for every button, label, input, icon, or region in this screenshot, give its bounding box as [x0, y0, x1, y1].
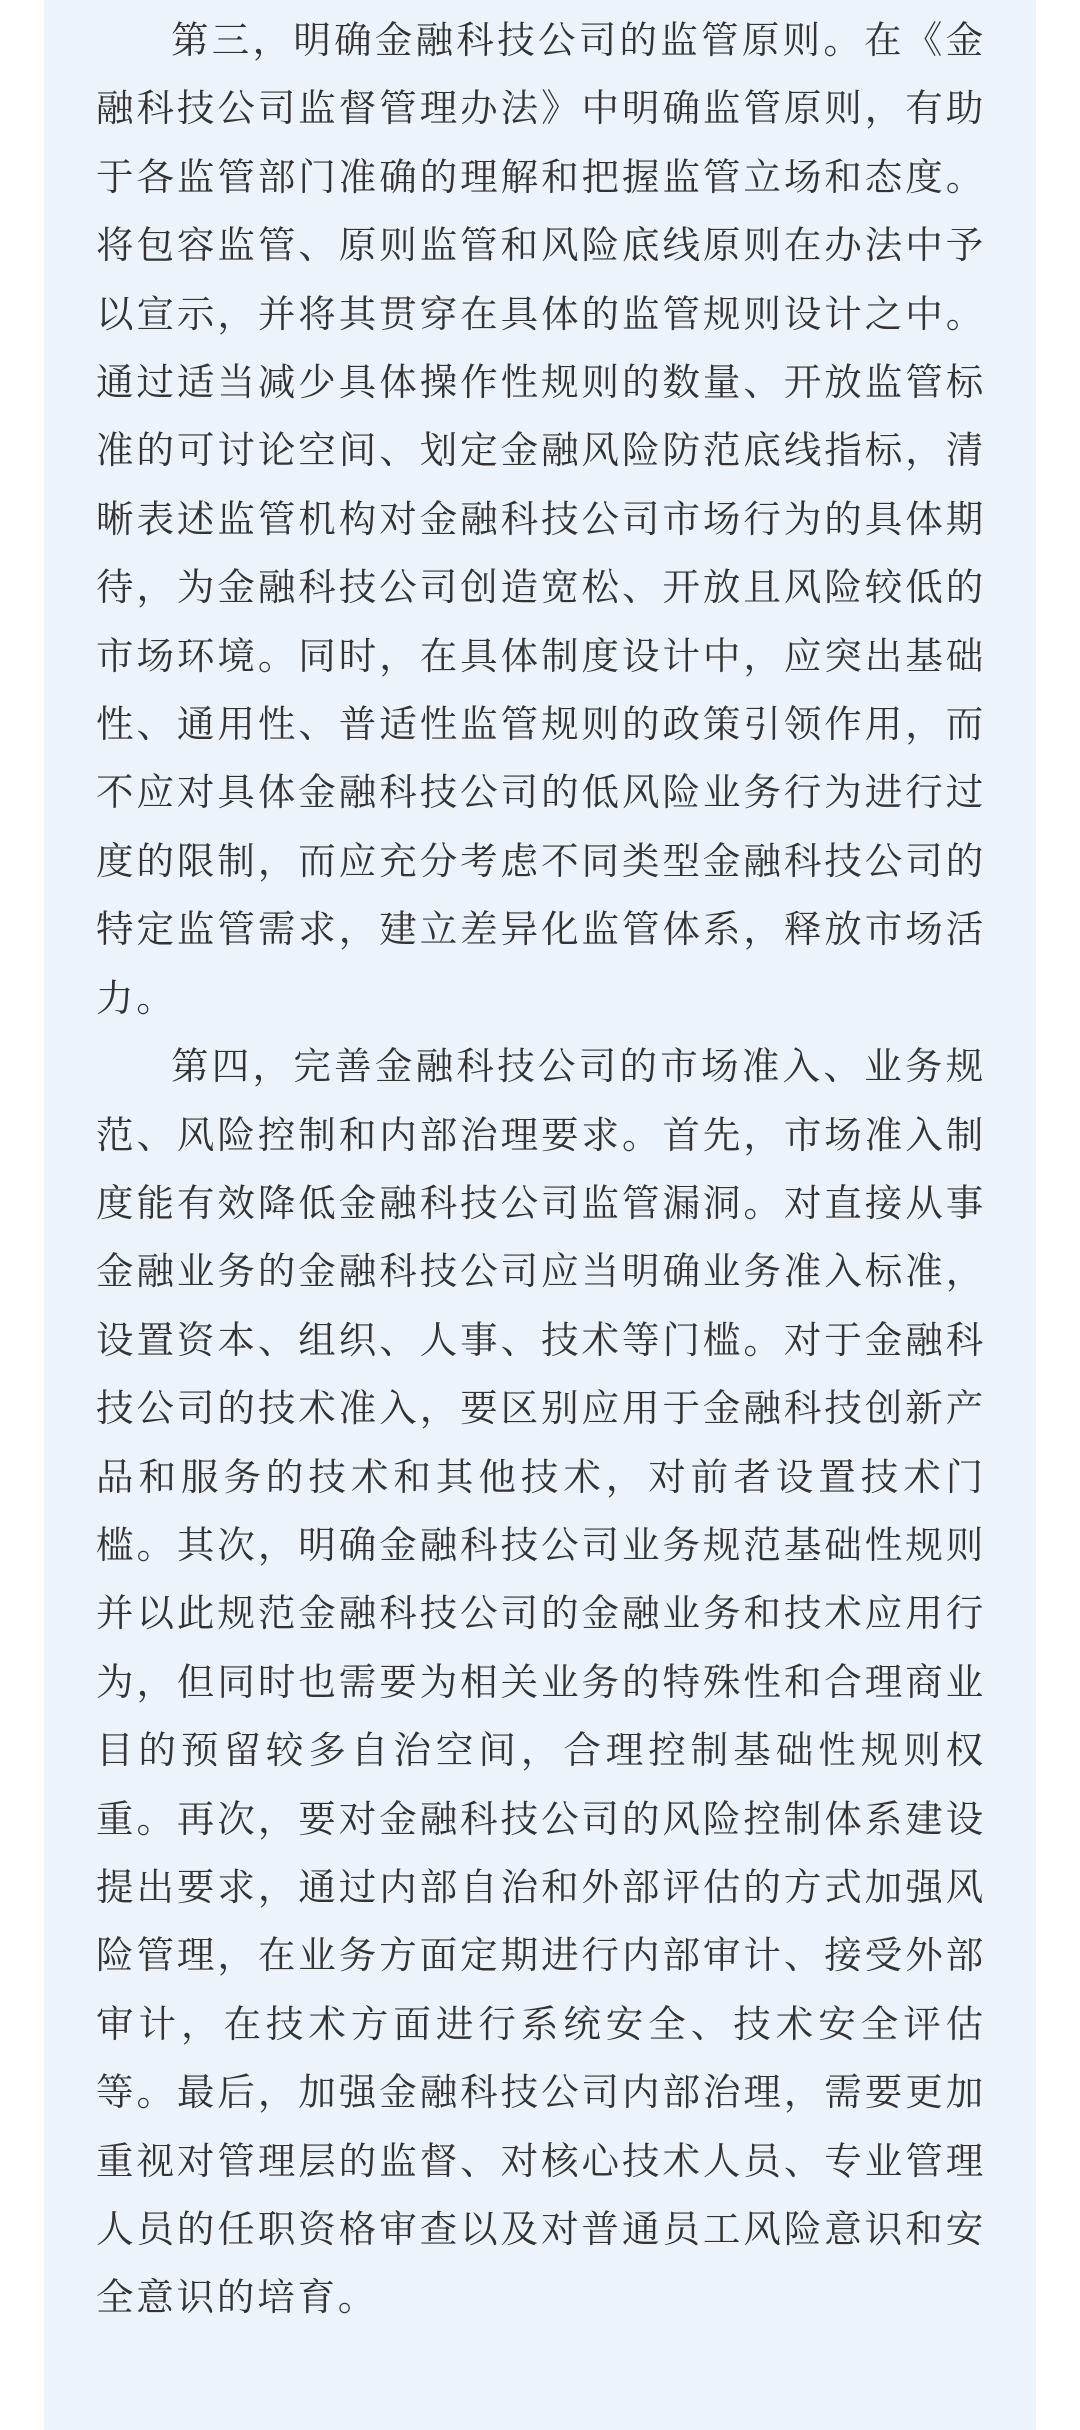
article-body	[96, 6, 986, 2332]
paragraph-regulatory-principles: 第三，明确金融科技公司的监管原则。在《金融科技公司监督管理办法》中明确监管原则，有助于各监管部门准确的理解和把握监管立场和态度。将包容监管、原则监管和风险底线原则在办法中予以宣示，并将其贯穿在具体的监管规则设计之中。通过适当减少具体操作性规则的数量、开放监管标准的可讨论空间、划定金融风险防范底线指标，清晰表述监管机构对金融科技公司市场行为的具体期待，为金融科技公司创造宽松、开放且风险较低的市场环境。同时，在具体制度设计中，应突出基础性、通用性、普适性监管规则的政策引领作用，而不应对具体金融科技公司的低风险业务行为进行过度的限制，而应充分考虑不同类型金融科技公司的特定监管需求，建立差异化监管体系，释放市场活力。	[96, 18, 986, 1020]
paragraph-market-access-requirements: 第四，完善金融科技公司的市场准入、业务规范、风险控制和内部治理要求。首先，市场准入制度能有效降低金融科技公司监管漏洞。对直接从事金融业务的金融科技公司应当明确业务准入标准，设置资本、组织、人事、技术等门槛。对于金融科技公司的技术准入，要区别应用于金融科技创新产品和服务的技术和其他技术，对前者设置技术门槛。其次，明确金融科技公司业务规范基础性规则并以此规范金融科技公司的金融业务和技术应用行为，但同时也需要为相关业务的特殊性和合理商业目的预留较多自治空间，合理控制基础性规则权重。再次，要对金融科技公司的风险控制体系建设提出要求，通过内部自治和外部评估的方式加强风险管理，在业务方面定期进行内部审计、接受外部审计，在技术方面进行系统安全、技术安全评估等。最后，加强金融科技公司内部治理，需要更加重视对管理层的监督、对核心技术人员、专业管理人员的任职资格审查以及对普通员工风险意识和安全意识的培育。	[96, 1044, 986, 2320]
